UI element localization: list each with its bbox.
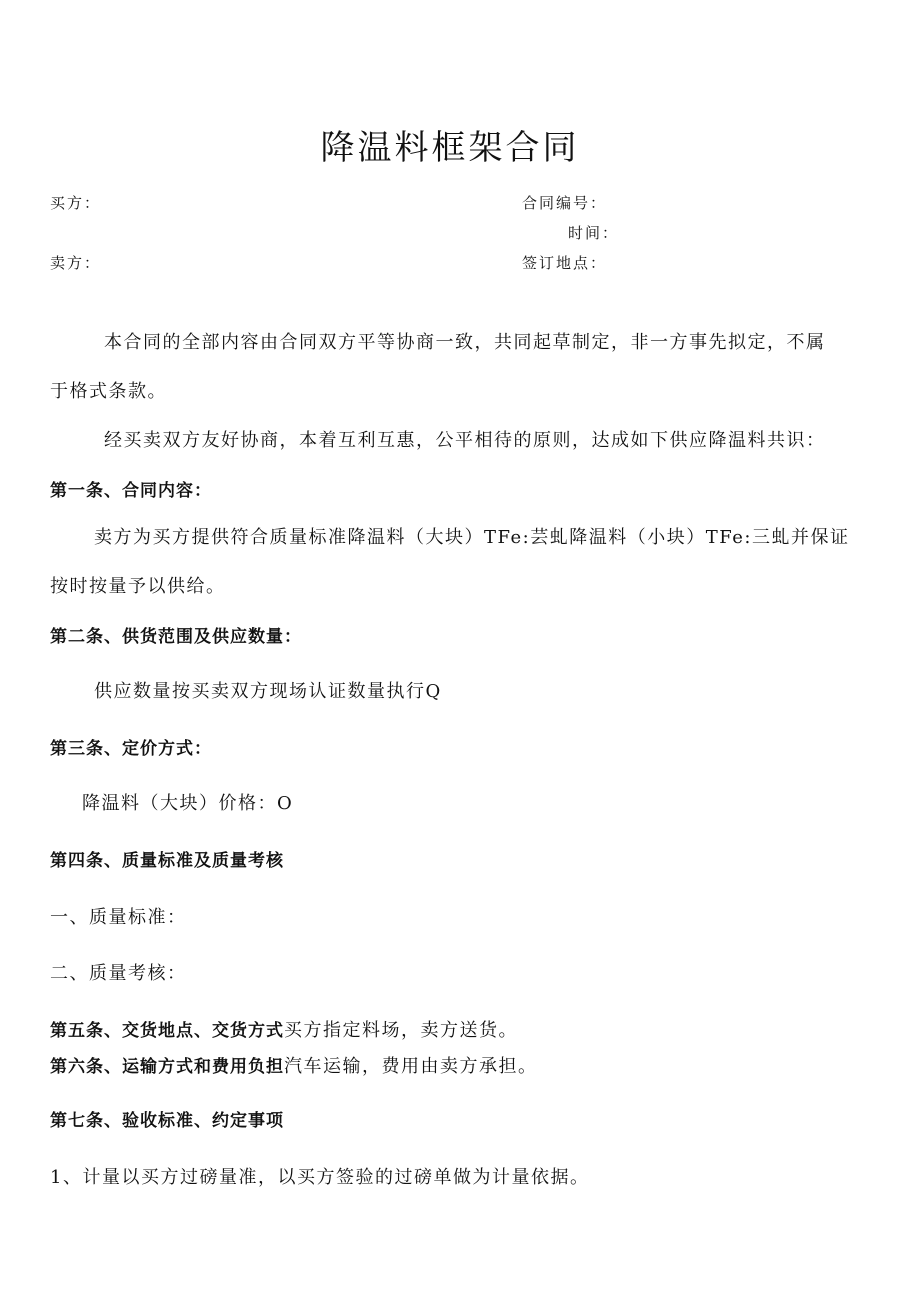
article-7-item-1: 1、计量以买方过磅量准，以买方签验的过磅单做为计量依据。: [50, 1167, 590, 1188]
intro-paragraph-2: 经买卖双方友好协商，本着互利互惠，公平相待的原则，达成如下供应降温料共识：: [104, 430, 826, 451]
article-5: [50, 1016, 518, 1042]
article-5-title: 第五条、交货地点、交货方式: [50, 1021, 284, 1041]
article-3-title: 第三条、定价方式：: [50, 739, 212, 759]
article-2-text: 供应数量按买卖双方现场认证数量执行Q: [94, 681, 442, 702]
intro-paragraph-1-line-1: 本合同的全部内容由合同双方平等协商一致，共同起草制定，非一方事先拟定，不属: [104, 332, 826, 353]
article-6: [50, 1052, 538, 1078]
article-4-item-2: 二、质量考核：: [50, 963, 187, 984]
article-1-title: 第一条、合同内容：: [50, 481, 212, 501]
article-3-text: 降温料（大块）价格：O: [82, 793, 294, 814]
document-title: 降温料框架合同: [320, 128, 580, 168]
article-7-title: 第七条、验收标准、约定事项: [50, 1111, 284, 1131]
signing-place-label: 签订地点：: [522, 254, 608, 272]
article-5-text: 买方指定料场，卖方送货。: [284, 1020, 518, 1041]
article-4-item-1: 一、质量标准：: [50, 907, 187, 928]
article-1-text-line-1: 卖方为买方提供符合质量标准降温料（大块）TFe:芸虬降温料（小块）TFe:三虬并保证: [94, 527, 850, 548]
contract-number-label: 合同编号：: [522, 194, 608, 212]
article-6-text: 汽车运输，费用由卖方承担。: [284, 1056, 538, 1077]
time-label: 时间：: [568, 224, 620, 242]
article-4-title: 第四条、质量标准及质量考核: [50, 851, 284, 871]
article-6-title: 第六条、运输方式和费用负担: [50, 1057, 284, 1077]
buyer-label: 买方：: [50, 194, 102, 212]
seller-label: 卖方：: [50, 254, 102, 272]
article-1-text-line-2: 按时按量予以供给。: [50, 576, 226, 597]
intro-paragraph-1-line-2: 于格式条款。: [50, 381, 167, 402]
article-2-title: 第二条、供货范围及供应数量：: [50, 627, 302, 647]
